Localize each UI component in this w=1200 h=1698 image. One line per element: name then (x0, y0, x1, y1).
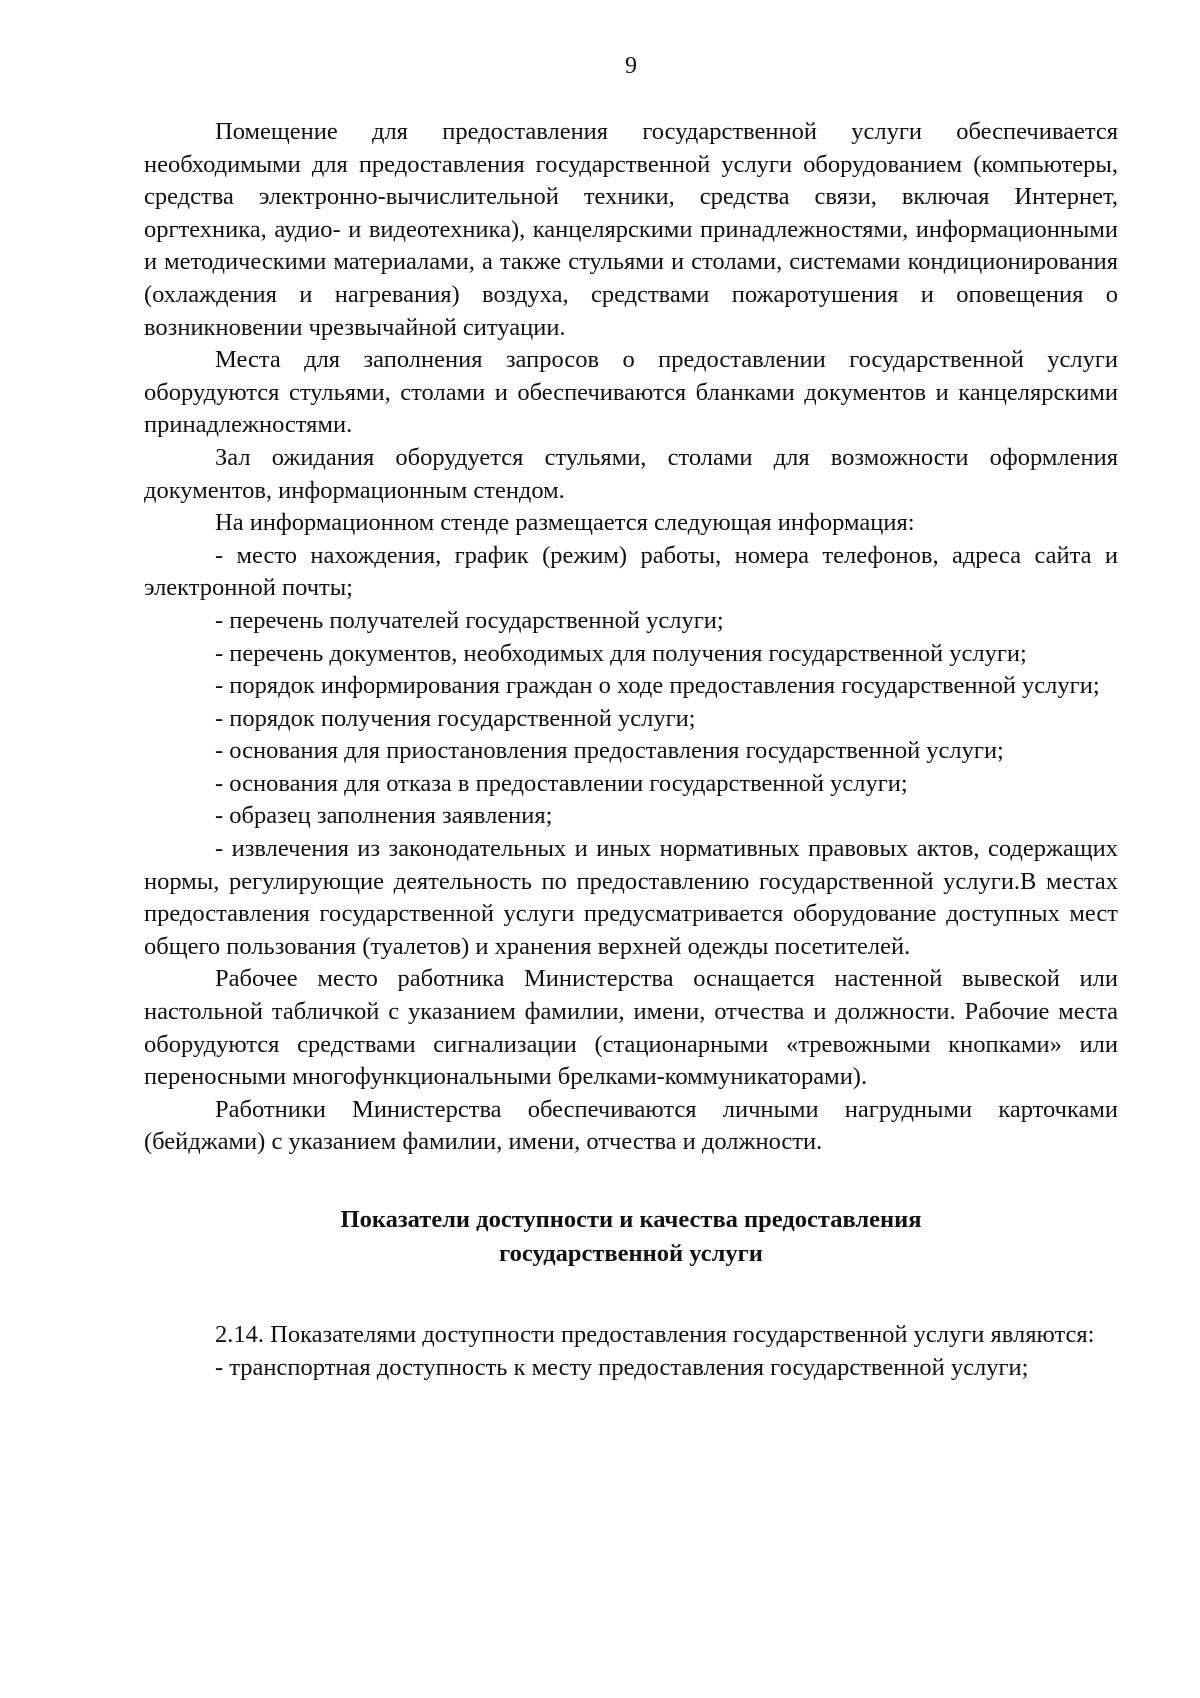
list-item-legal-extracts: - извлечения из законодательных и иных нормативных правовых актов, содержащих нормы, регулирующие деятельность по предоставлению государственной услуги.В местах предоставления государственной услуги предусматривается оборудование доступных мест общего пользования (туалетов) и хранения верхней одежды посетителей. (144, 835, 1118, 960)
list-item-application-sample: - образец заполнения заявления; (215, 802, 553, 830)
list-item-recipients: - перечень получателей государственной услуги; (215, 606, 724, 634)
paragraph-2-14: 2.14. Показателями доступности предоставления государственной услуги являются: (215, 1321, 1095, 1348)
section-heading (144, 1203, 1118, 1271)
list-item-obtaining-procedure: - порядок получения государственной услуги; (215, 704, 696, 732)
list-item-informing-procedure: - порядок информирования граждан о ходе предоставления государственной услуги; (215, 672, 1100, 700)
list-item-suspension-grounds: - основания для приостановления предоставления государственной услуги; (215, 737, 1004, 765)
list-item-location-schedule: - место нахождения, график (режим) работы, номера телефонов, адреса сайта и электронной почты; (144, 541, 1118, 602)
document-body (144, 116, 1118, 1384)
paragraph-waiting-hall: Зал ожидания оборудуется стульями, столами для возможности оформления документов, информационным стендом. (144, 443, 1118, 504)
page-number: 9 (625, 53, 637, 79)
paragraph-workplace-sign: Рабочее место работника Министерства оснащается настенной вывеской или настольной табличкой с указанием фамилии, имени, отчества и должности. Рабочие места оборудуются средствами сигнализации (стационарными «тревожными кнопками» или переносными многофункциональными брелками-коммуникаторами). (144, 965, 1118, 1091)
section-heading-line-2: государственной услуги (499, 1240, 763, 1267)
section-heading-line-1: Показатели доступности и качества предоставления (340, 1206, 922, 1233)
paragraph-info-stand-intro: На информационном стенде размещается следующая информация: (215, 509, 915, 537)
list-item-refusal-grounds: - основания для отказа в предоставлении государственной услуги; (215, 769, 908, 797)
list-item-documents: - перечень документов, необходимых для получения государственной услуги; (215, 639, 1027, 667)
paragraph-premises-equipment: Помещение для предоставления государственной услуги обеспечивается необходимыми для предоставления государственной услуги оборудованием (компьютеры, средства электронно-вычислительной техники, средства связи, включая Интернет, оргтехника, аудио- и видеотехника), канцелярскими принадлежностями, информационными и методическими материалами, а также стульями и столами, системами кондиционирования (охлаждения и нагревания) воздуха, средствами пожаротушения и оповещения о возникновении чрезвычайной ситуации. (144, 118, 1118, 341)
list-item-transport-accessibility: - транспортная доступность к месту предоставления государственной услуги; (215, 1353, 1029, 1381)
paragraph-request-places: Места для заполнения запросов о предоставлении государственной услуги оборудуются стульями, столами и обеспечиваются бланками документов и канцелярскими принадлежностями. (144, 346, 1118, 439)
paragraph-badges: Работники Министерства обеспечиваются личными нагрудными карточками (бейджами) с указанием фамилии, имени, отчества и должности. (144, 1095, 1118, 1156)
